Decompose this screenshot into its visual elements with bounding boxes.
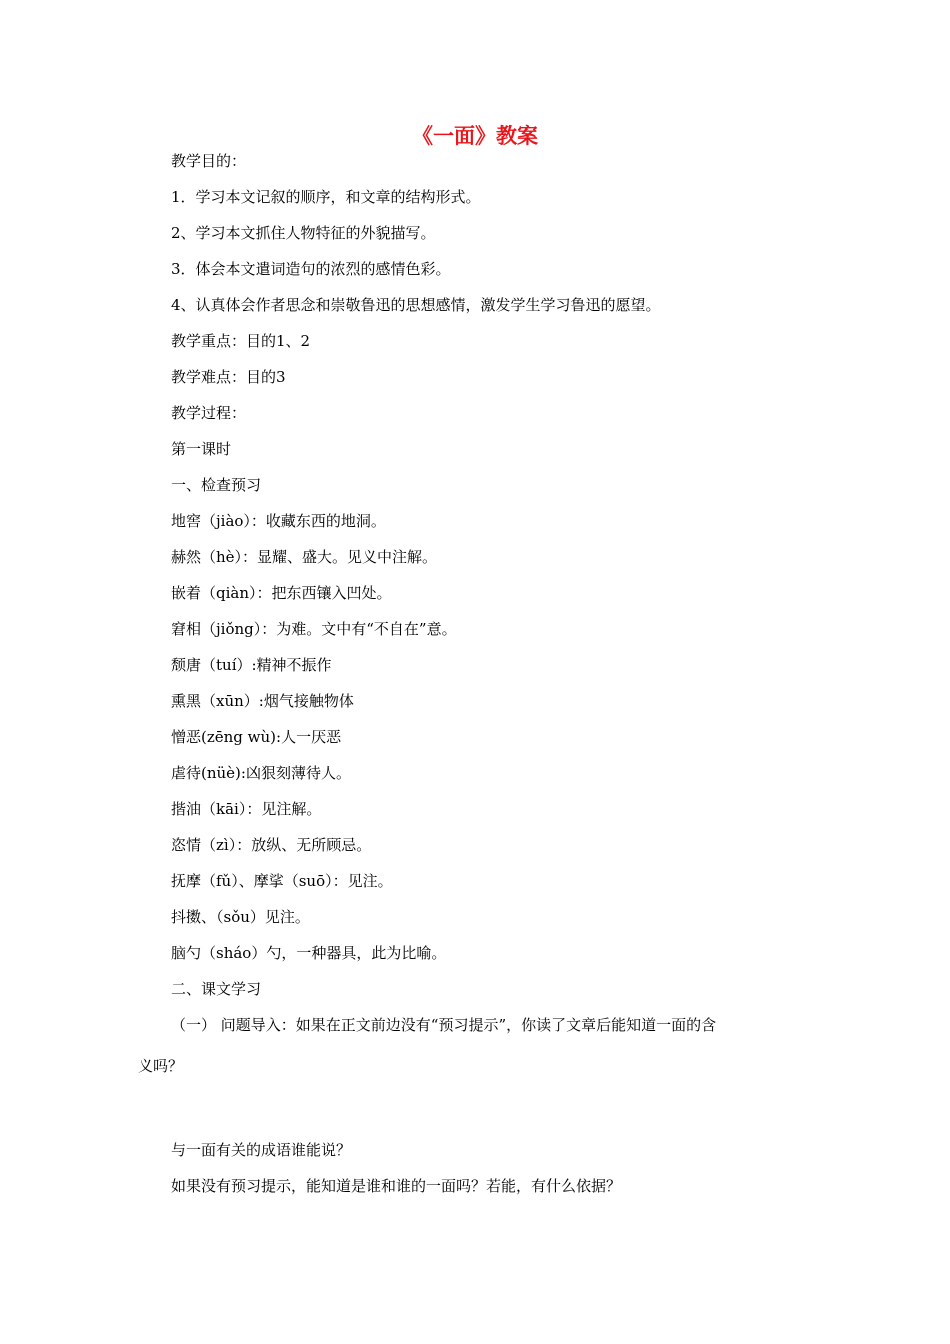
text-line: 教学目的： (171, 152, 247, 170)
text-line: 二、课文学习 (171, 980, 262, 998)
text-line: 抖擞、（sǒu）见注。 (171, 908, 310, 926)
text-line: 熏黑（xūn）:烟气接触物体 (171, 692, 354, 710)
text-line: 第一课时 (171, 440, 232, 458)
text-line: 教学难点：目的3 (171, 368, 286, 386)
text-line: 4、认真体会作者思念和崇敬鲁迅的思想感情，激发学生学习鲁迅的愿望。 (171, 296, 661, 314)
question-paragraph (138, 1015, 818, 1076)
text-line: 如果没有预习提示，能知道是谁和谁的一面吗？若能，有什么依据？ (171, 1177, 622, 1195)
paragraph-second-line: 义吗？ (138, 1057, 184, 1075)
text-line: 窘相（jiǒng）：为难。文中有“不自在”意。 (171, 620, 457, 638)
text-line: 憎恶(zēng wù):人一厌恶 (171, 728, 342, 746)
text-line: 2、学习本文抓住人物特征的外貌描写。 (171, 224, 436, 242)
text-line: 嵌着（qiàn）：把东西镶入凹处。 (171, 584, 392, 602)
document-title: 《一面》教案 (412, 124, 538, 148)
text-line: 抚摩（fǔ）、摩挲（suō）：见注。 (171, 872, 393, 890)
text-line: 脑勺（sháo）勺，一种器具，此为比喻。 (171, 944, 447, 962)
text-line: 恣情（zì）：放纵、无所顾忌。 (171, 836, 372, 854)
paragraph-first-line: （一） 问题导入：如果在正文前边没有“预习提示”，你读了文章后能知道一面的含 (171, 1016, 717, 1034)
text-line: 虐待(nüè):凶狠刻薄待人。 (171, 764, 351, 782)
text-line: 教学重点：目的1、2 (171, 332, 311, 350)
text-line: 一、检查预习 (171, 476, 262, 494)
text-line: 揩油（kāi）：见注解。 (171, 800, 322, 818)
text-line: 3．体会本文遣词造句的浓烈的感情色彩。 (171, 260, 451, 278)
text-line: 颓唐（tuí）:精神不振作 (171, 656, 332, 674)
text-line: 1．学习本文记叙的顺序，和文章的结构形式。 (171, 188, 481, 206)
text-line: 赫然（hè）：显耀、盛大。见义中注解。 (171, 548, 438, 566)
text-line: 教学过程： (171, 404, 247, 422)
text-line: 与一面有关的成语谁能说？ (171, 1141, 352, 1159)
text-line: 地窖（jiào）：收藏东西的地洞。 (171, 512, 386, 530)
